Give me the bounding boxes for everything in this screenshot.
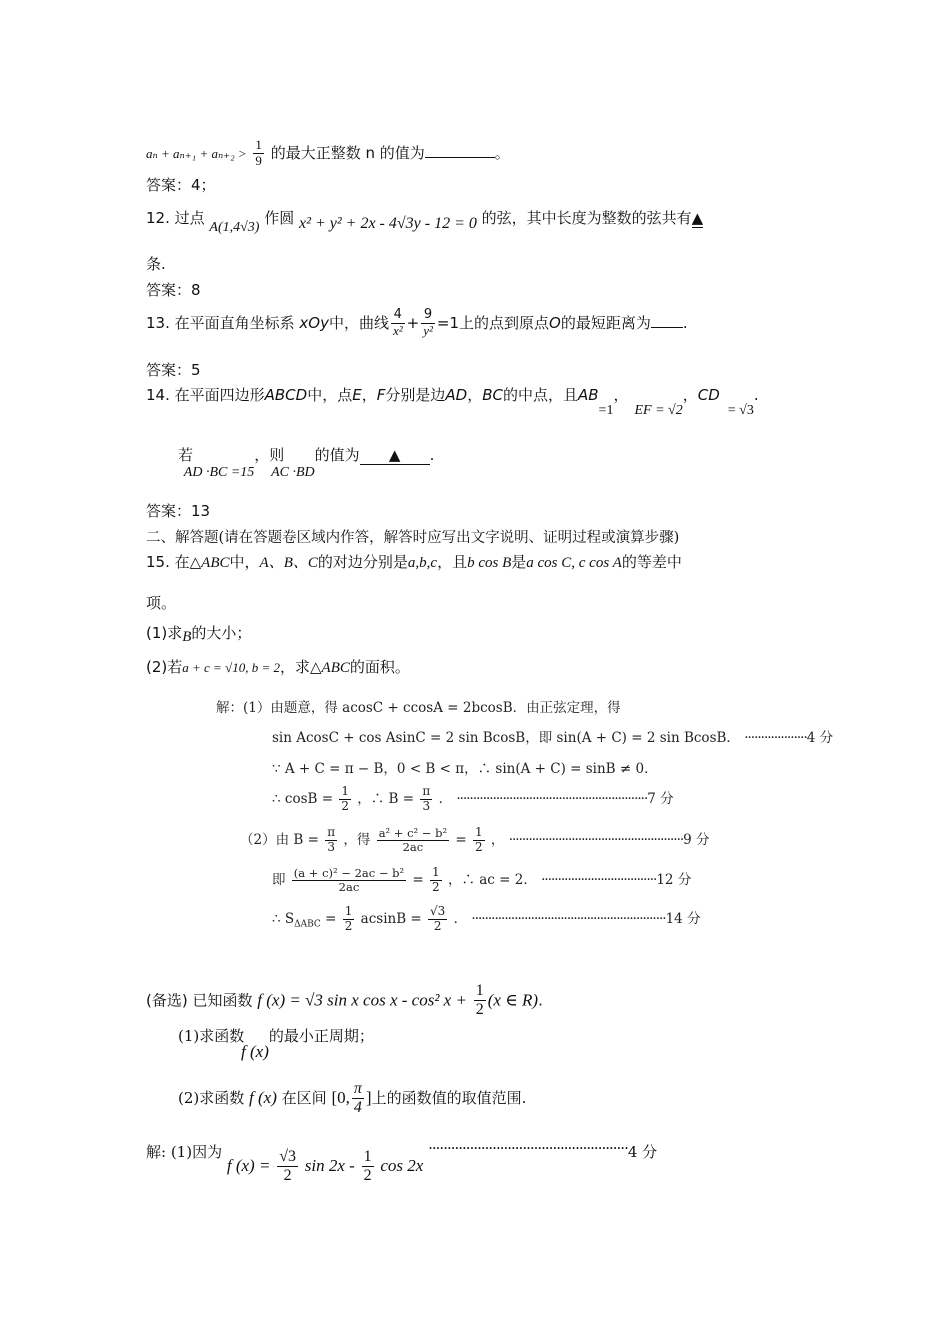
backup-line	[146, 982, 543, 1020]
q11-text: 的最大正整数 n 的值为	[270, 143, 425, 162]
sol-l5-f3n: 1	[474, 825, 483, 839]
q14-comma1: ，	[361, 386, 377, 404]
sol-l4-f2d: 3	[422, 798, 431, 813]
q13-frac2-den: y²	[423, 322, 433, 338]
q11-frac-num: 1	[255, 137, 262, 152]
sol-l4-f2n: π	[422, 784, 431, 798]
sol-l2-text: sin AcosC + cos AsinC = 2 sin BcosB，即 sin(A + C) = 2 sin BcosB．	[272, 730, 740, 746]
q14-comma4: ，	[682, 386, 698, 404]
sol-l5-f2n: a² + c² − b²	[378, 825, 448, 840]
q14-ruo: 若	[178, 446, 194, 464]
q15-p2-cond: a + c = √10, b = 2	[182, 660, 280, 675]
sol-l6b: =	[412, 871, 424, 888]
q12-triangle: ▲	[691, 209, 704, 227]
q14-ze: ，则	[254, 446, 285, 464]
sol-l4-score: 7 分	[647, 790, 674, 807]
q14-ef: EF = √2	[634, 403, 683, 418]
q12-circle: x² + y² + 2x - 4√3y - 12 = 0	[299, 215, 477, 232]
q14-e: E	[352, 386, 362, 404]
q13-mid: 中，曲线	[328, 313, 389, 332]
backup-p2c: 上的函数值的取值范围.	[371, 1088, 527, 1107]
sol-l7-dots: ···························································	[471, 910, 666, 927]
sol-line3: ∵ A + C = π − B，0 < B < π，∴ sin(A + C) = sinB ≠ 0．	[272, 761, 658, 777]
q11-blank	[425, 143, 495, 158]
q13-origin: O	[549, 313, 561, 332]
q15-p2-abc: ABC	[321, 660, 350, 676]
q14-ab: AB	[577, 386, 599, 404]
sol-l5a: （2）由 B =	[240, 831, 319, 848]
backup-sol-expr	[227, 1148, 423, 1186]
sol-l4c: ．	[438, 790, 453, 807]
backup-p2b: 在区间	[281, 1088, 327, 1107]
q13-eq: =1	[436, 313, 460, 332]
q12-prefix: 12. 过点	[146, 209, 205, 227]
sol-l6-dots: ···································	[541, 871, 657, 888]
backup-sol-c: cos 2x	[380, 1155, 424, 1175]
sol-l4-frac1	[339, 785, 351, 814]
sol-line1: 解：(1）由题意，得 acosC + ccosA = 2bcosB．由正弦定理，得	[216, 700, 621, 716]
backup-p2-int-b: ]	[365, 1087, 372, 1107]
q15-p2c: 的面积。	[349, 658, 410, 676]
backup-sol-f1d: 2	[283, 1167, 292, 1185]
sol-l6c: ，∴ ac = 2．	[447, 871, 537, 888]
sol-l7-f1n: 1	[344, 904, 353, 918]
backup-p1a: (1)求函数	[178, 1027, 245, 1045]
sol-l4-frac2	[420, 785, 432, 814]
q14-line2	[178, 444, 435, 480]
q15-l1b: 中，	[229, 553, 260, 571]
q12-point: A(1,4√3)	[209, 220, 260, 235]
q14-answer	[146, 500, 210, 521]
sol-l5-f3d: 2	[474, 839, 483, 854]
backup-p2a: (2)求函数	[178, 1088, 245, 1107]
sol-l5-f1d: 3	[327, 839, 335, 854]
backup-p1-fx: f (x)	[241, 1042, 269, 1061]
backup-p2-frac	[352, 1080, 364, 1118]
backup-p2-int-a: [0,	[331, 1087, 350, 1107]
q11-frac-den: 9	[255, 152, 262, 168]
sol-l7-f2d: 2	[433, 918, 442, 933]
q15-abc-letters: A、B、C	[259, 555, 318, 571]
q15-p1b: B	[182, 629, 192, 645]
q13-blank	[651, 313, 683, 328]
backup-prefix: (备选) 已知函数	[146, 991, 253, 1010]
q14-t3: 的中点，且	[502, 386, 578, 404]
q13-prefix: 13. 在平面直角坐标系	[146, 313, 295, 332]
q15-bcosb: b cos B	[467, 555, 512, 571]
q14-ab-val: =1	[598, 403, 614, 418]
q14-t2: 分别是边	[385, 386, 446, 404]
q12-line	[146, 207, 704, 235]
backup-fx: f (x) = √3 sin x cos x - cos² x +	[257, 990, 467, 1010]
q14-dot2: AC ·BD	[271, 465, 315, 480]
q14-bc: BC	[482, 386, 503, 404]
sol-line2	[272, 726, 833, 746]
q15-p1a: (1)求	[146, 624, 183, 642]
q14-prefix: 14. 在平面四边形	[146, 386, 265, 404]
q15-line1	[146, 551, 682, 572]
q14-end2: .	[429, 446, 435, 464]
sol-l6-f2n: 1	[432, 865, 440, 879]
q13-frac2-num: 9	[421, 308, 435, 324]
q15-p1c: 的大小；	[191, 624, 252, 642]
q15-abc: ABC	[201, 555, 230, 571]
sol-l5c: =	[455, 831, 467, 848]
sol-l7-sub: ΔABC	[294, 919, 321, 930]
q13-end: .	[682, 313, 688, 332]
backup-end: .	[538, 991, 543, 1010]
sol-l6-f2d: 2	[432, 879, 440, 894]
q15-line2: 项。	[146, 594, 177, 612]
q12-answer: 答案：8	[146, 281, 201, 299]
sol-l6a: 即	[272, 871, 286, 888]
q14-comma2: ，	[467, 386, 483, 404]
sol-l4-dots: ··························································	[456, 790, 648, 807]
sol-line5	[240, 826, 710, 855]
section2-heading: 二、解答题(请在答题卷区域内作答，解答时应写出文字说明、证明过程或演算步骤)	[146, 530, 680, 546]
backup-sol-score: 4 分	[627, 1142, 658, 1161]
q13-frac1-num: 4	[391, 308, 405, 324]
q13-frac1	[391, 308, 405, 339]
sol-l4b: ，∴ B =	[357, 790, 415, 807]
sol-line6	[272, 866, 691, 895]
sol-l5-f1n: π	[327, 825, 336, 839]
backup-sol-fx: f (x) =	[226, 1155, 271, 1175]
q13-line	[146, 308, 688, 339]
backup-sol-b: sin 2x -	[304, 1155, 355, 1175]
q14-cd: CD	[697, 386, 720, 404]
q14-end: .	[753, 386, 759, 404]
backup-p2-pid: 4	[353, 1099, 362, 1117]
sol-l7b: =	[325, 910, 337, 927]
sol-l4-f1n: 1	[341, 784, 349, 798]
backup-sol-f1n: √3	[277, 1148, 298, 1167]
sol-l5-dots: ·····················································	[508, 831, 684, 848]
q14-line	[146, 384, 759, 418]
backup-half	[474, 982, 486, 1020]
sol-l5-score: 9 分	[683, 831, 710, 848]
q15-part2	[146, 656, 410, 677]
backup-half-d: 2	[475, 1001, 484, 1019]
q14-f: F	[376, 386, 386, 404]
q14-suffix: 的值为	[314, 446, 360, 464]
q11-fraction	[253, 138, 264, 169]
sol-l7-frac2	[428, 905, 447, 934]
sol-l7-f2n: √3	[430, 904, 446, 918]
q15-p2a: (2)若	[146, 658, 183, 676]
q15-sides: a,b,c	[407, 555, 438, 571]
q15-acos: a cos C, c cos A	[526, 555, 622, 571]
q13-suffix: 上的点到原点	[459, 313, 550, 332]
sol-l4a: ∴ cosB =	[272, 790, 334, 807]
sol-l7-score: 14 分	[665, 910, 701, 927]
backup-half-n: 1	[474, 982, 486, 1001]
sol-l7-f1d: 2	[344, 918, 353, 933]
q14-answer-text: 答案：13	[146, 502, 211, 520]
backup-solution	[146, 1134, 658, 1185]
q12-suffix: 的弦，其中长度为整数的弦共有	[481, 209, 692, 227]
backup-p2-fx: f (x)	[249, 1087, 277, 1107]
sol-l2-dots: ···················	[744, 730, 807, 746]
q15-part1	[146, 622, 251, 643]
sol-l7d: ．	[453, 910, 468, 927]
q12-line2: 条.	[146, 255, 166, 273]
sol-l5d: ，	[490, 831, 505, 848]
q14-ad: AD	[445, 386, 468, 404]
sol-l5-frac3	[473, 826, 485, 855]
sol-line4	[272, 785, 674, 814]
q14-triangle: ▲	[360, 446, 430, 465]
backup-p2-pin: π	[352, 1080, 364, 1099]
backup-sol-f2n: 1	[362, 1148, 374, 1167]
q15-l1a: 15. 在△	[146, 553, 202, 571]
q11-end: 。	[494, 143, 510, 162]
q13-plus: +	[406, 313, 420, 332]
q13-frac1-den: x²	[392, 322, 403, 338]
q14-dot1: AD ·BC =15	[183, 465, 255, 480]
q15-p2b: ，求△	[279, 658, 322, 676]
q14-cd-val: = √3	[727, 403, 754, 418]
sol-l5b: ，得	[343, 831, 371, 848]
q12-mid: 作圆	[264, 209, 295, 227]
sol-l5-f2d: 2ac	[402, 839, 424, 854]
q11-answer: 答案：4；	[146, 176, 216, 194]
q15-l1e: 是	[511, 553, 527, 571]
q13-suffix2: 的最短距离为	[560, 313, 651, 332]
backup-domain: (x ∈ R)	[487, 990, 539, 1010]
q14-t1: 中，点	[307, 386, 353, 404]
sol-l4-f1d: 2	[341, 798, 349, 813]
sol-l7c: acsinB =	[360, 910, 422, 927]
sol-l2-score: 4 分	[806, 730, 834, 746]
backup-part1	[178, 1025, 374, 1061]
backup-sol-dots: ·····················································	[428, 1138, 628, 1157]
q15-l1f: 的等差中	[621, 553, 682, 571]
backup-p1b: 的最小正周期；	[268, 1027, 374, 1045]
sol-l7a: ∴ S	[272, 910, 295, 927]
sol-l5-frac2	[377, 827, 449, 854]
backup-sol-f2d: 2	[363, 1167, 372, 1185]
q15-l1c: 的对边分别是	[317, 553, 408, 571]
q13-frac2	[421, 308, 435, 339]
q14-comma3: ，	[613, 386, 629, 404]
q11-expression: aₙ + aₙ₊₁ + aₙ₊₂ >	[146, 145, 247, 161]
q14-abcd: ABCD	[264, 386, 308, 404]
sol-l6-f1d: 2ac	[338, 879, 360, 894]
sol-l6-frac2	[430, 866, 442, 895]
sol-l6-score: 12 分	[656, 871, 692, 888]
backup-sol-a: 解: (1)因为	[146, 1142, 223, 1161]
backup-sol-frac1	[277, 1148, 298, 1186]
solution-block	[210, 690, 834, 940]
q15-l1d: ，且	[437, 553, 468, 571]
sol-l5-frac1	[325, 826, 337, 855]
sol-l7-frac1	[343, 905, 355, 934]
q11-line	[146, 138, 510, 169]
backup-sol-frac2	[362, 1148, 374, 1186]
q13-xoy: xOy	[299, 313, 329, 332]
sol-line7	[272, 905, 701, 934]
backup-part2	[178, 1080, 526, 1118]
sol-l6-f1n: (a + c)² − 2ac − b²	[293, 865, 405, 880]
q13-answer: 答案：5	[146, 361, 201, 379]
sol-l6-frac1	[292, 867, 406, 894]
